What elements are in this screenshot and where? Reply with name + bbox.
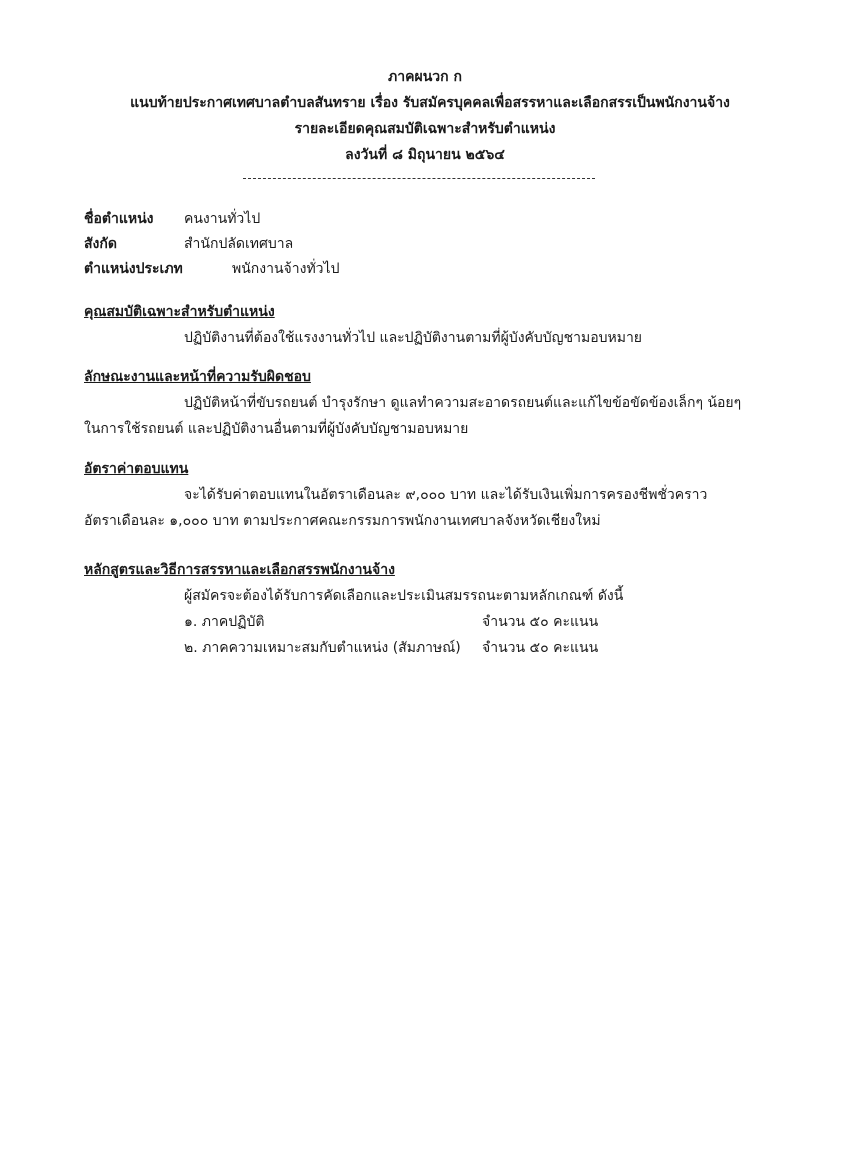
selection-title: หลักสูตรและวิธีการสรรหาและเลือกสรรพนักงานจ้าง [84,562,395,578]
announcement-title: แนบท้ายประกาศเทศบาลตำบลสันทราย เรื่อง รับสมัครบุคคลเพื่อสรรหาและเลือกสรรเป็นพนักงานจ้าง [130,95,730,111]
appendix-title: ภาคผนวก ก [388,69,462,85]
qualifications-title: คุณสมบัติเฉพาะสำหรับตำแหน่ง [84,304,275,320]
qualifications-section [84,299,764,351]
criteria-item-score: จำนวน ๕๐ คะแนน [482,614,599,630]
position-info [84,207,340,282]
header-divider [243,178,595,179]
affiliation-label: สังกัด [84,236,117,252]
duties-section [84,364,764,442]
criteria-item-name: ๑. ภาคปฏิบัติ [184,614,265,630]
compensation-text-line1: จะได้รับค่าตอบแทนในอัตราเดือนละ ๙,๐๐๐ บาท และได้รับเงินเพิ่มการครองชีพชั่วคราว [184,487,708,503]
qualifications-text: ปฏิบัติงานที่ต้องใช้แรงงานทั่วไป และปฏิบัติงานตามที่ผู้บังคับบัญชามอบหมาย [184,330,643,346]
criteria-item-score: จำนวน ๕๐ คะแนน [482,640,599,656]
position-type-label: ตำแหน่งประเภท [84,261,183,277]
duties-text-line2: ในการใช้รถยนต์ และปฏิบัติงานอื่นตามที่ผู้บังคับบัญชามอบหมาย [84,421,469,437]
affiliation-value: สำนักปลัดเทศบาล [184,236,294,252]
position-type-value: พนักงานจ้างทั่วไป [232,261,340,277]
document-header [0,64,850,168]
position-name-label: ชื่อตำแหน่ง [84,211,154,227]
position-name-value: คนงานทั่วไป [184,211,261,227]
criteria-item-name: ๒. ภาคความเหมาะสมกับตำแหน่ง (สัมภาษณ์) [184,640,461,656]
duties-title: ลักษณะงานและหน้าที่ความรับผิดชอบ [84,369,311,385]
position-name-row [84,207,261,232]
compensation-text-line2: อัตราเดือนละ ๑,๐๐๐ บาท ตามประกาศคณะกรรมการพนักงานเทศบาลจังหวัดเชียงใหม่ [84,513,601,529]
document-date: ลงวันที่ ๘ มิถุนายน ๒๕๖๔ [345,147,505,163]
compensation-title: อัตราค่าตอบแทน [84,461,189,477]
details-title: รายละเอียดคุณสมบัติเฉพาะสำหรับตำแหน่ง [294,121,556,137]
affiliation-row [84,232,294,257]
selection-intro: ผู้สมัครจะต้องได้รับการคัดเลือกและประเมินสมรรถนะตามหลักเกณฑ์ ดังนี้ [184,588,624,604]
duties-text-line1: ปฏิบัติหน้าที่ขับรถยนต์ บำรุงรักษา ดูแลทำความสะอาดรถยนต์และแก้ไขข้อขัดข้องเล็กๆ น้อยๆ [184,395,742,411]
position-type-row [84,257,340,282]
compensation-section [84,456,764,534]
selection-section [84,557,764,609]
